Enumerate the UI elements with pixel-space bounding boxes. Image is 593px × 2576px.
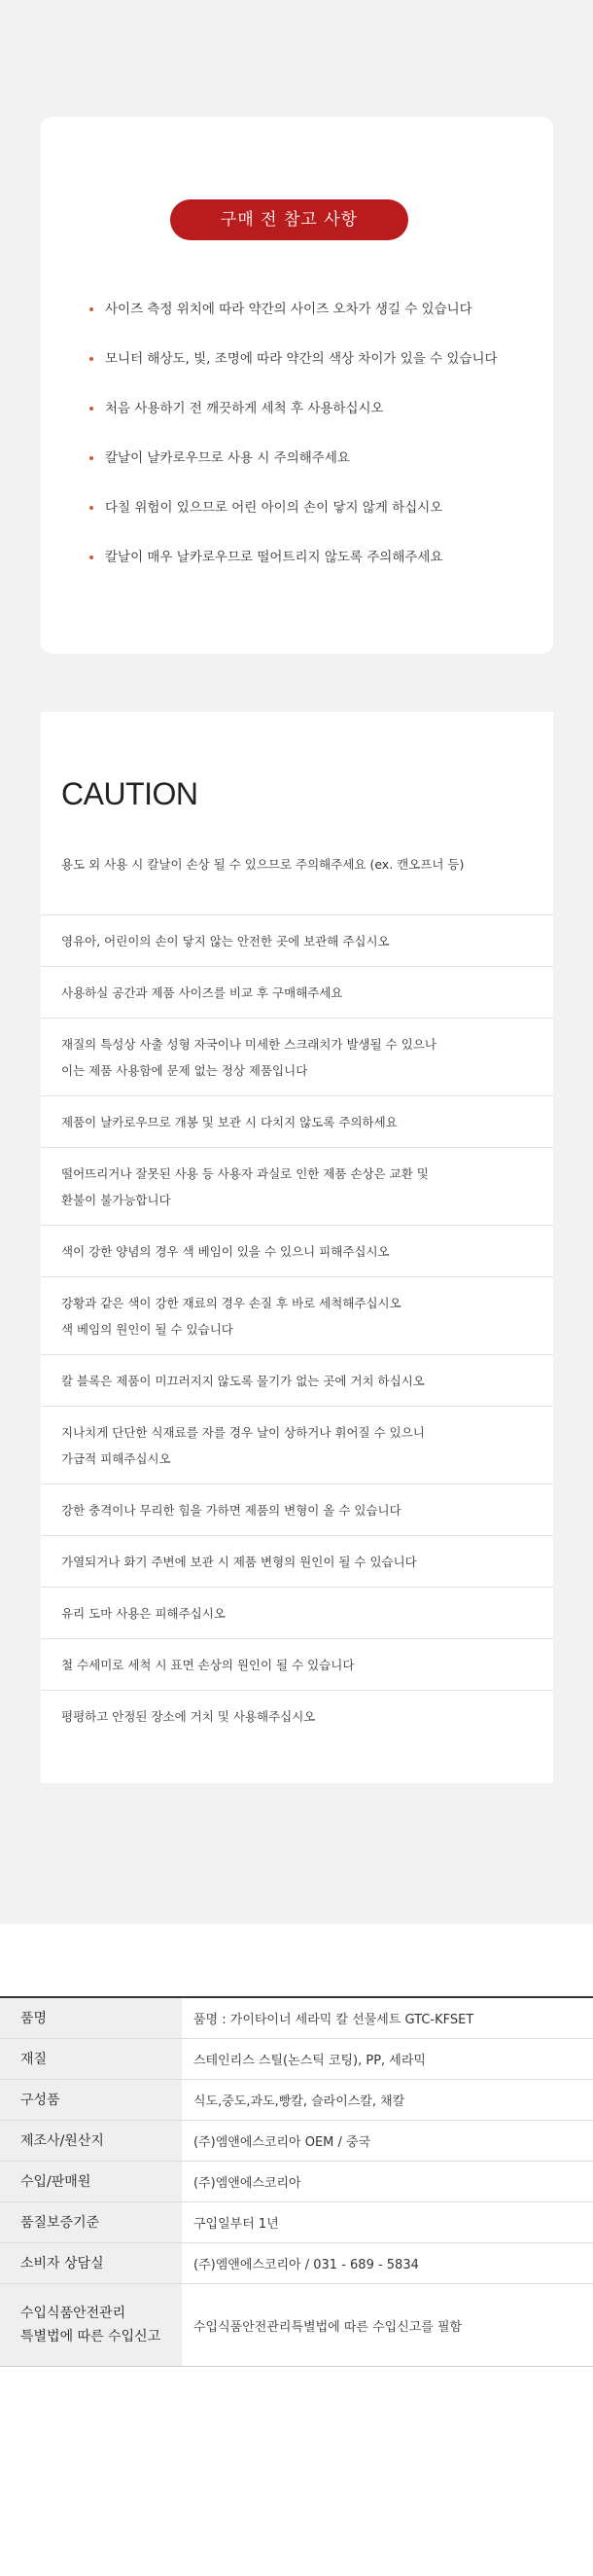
- caution-item-line: 가열되거나 화기 주변에 보관 시 제품 변형의 원인이 될 수 있습니다: [61, 1555, 417, 1569]
- spec-label: [0, 2243, 182, 2283]
- caution-card: [41, 712, 553, 1783]
- caution-list: [41, 914, 553, 1741]
- spec-row: [0, 2039, 593, 2080]
- caution-item: [41, 1226, 553, 1277]
- notice-item: 칼날이 날카로우므로 사용 시 주의해주세요: [41, 448, 553, 498]
- spec-label-line: 구성품: [20, 2092, 60, 2108]
- spec-label: [0, 2121, 182, 2161]
- spec-row: [0, 2080, 593, 2121]
- bullet-icon: [89, 456, 93, 460]
- spec-row: [0, 1998, 593, 2039]
- bullet-icon: [89, 506, 93, 510]
- caution-title: CAUTION: [61, 776, 198, 811]
- notice-item: 처음 사용하기 전 깨끗하게 세척 후 사용하십시오: [41, 399, 553, 448]
- caution-item-line: 철 수세미로 세척 시 표면 손상의 원인이 될 수 있습니다: [61, 1658, 355, 1672]
- caution-item: [41, 1019, 553, 1096]
- caution-item: [41, 1485, 553, 1536]
- spec-label: [0, 2080, 182, 2120]
- caution-item-line: 평평하고 안정된 장소에 거치 및 사용해주십시오: [61, 1709, 316, 1724]
- caution-item: [41, 1588, 553, 1639]
- spec-label-line: 품질보증기준: [20, 2214, 100, 2231]
- notice-title-badge: 구매 전 참고 사항: [170, 199, 408, 240]
- spec-label-line: 수입/판매원: [20, 2173, 91, 2190]
- product-spec-table: [0, 1996, 593, 2367]
- notice-item: 사이즈 측정 위치에 따라 약간의 사이즈 오차가 생길 수 있습니다: [41, 300, 553, 349]
- caution-item-line: 영유아, 어린이의 손이 닿지 않는 안전한 곳에 보관해 주십시오: [61, 934, 390, 948]
- caution-item: [41, 1407, 553, 1485]
- purchase-notice-card: [41, 117, 553, 654]
- caution-item-line: 떨어뜨리거나 잘못된 사용 등 사용자 과실로 인한 제품 손상은 교환 및: [61, 1166, 429, 1181]
- caution-item: [41, 1691, 553, 1741]
- caution-item: [41, 1639, 553, 1691]
- notice-item: 다칠 위험이 있으므로 어린 아이의 손이 닿지 않게 하십시오: [41, 498, 553, 548]
- spec-value: (주)엠앤에스코리아 / 031 - 689 - 5834: [193, 2258, 419, 2272]
- spec-row: [0, 2284, 593, 2366]
- spec-label: [0, 2284, 182, 2366]
- spec-value: 품명 : 가이타이너 세라믹 칼 선물세트 GTC-KFSET: [193, 2013, 474, 2027]
- spec-value: 구입일부터 1년: [193, 2217, 279, 2232]
- caution-item-line: 이는 제품 사용함에 문제 없는 정상 제품입니다: [61, 1063, 308, 1078]
- caution-item: [41, 1096, 553, 1148]
- caution-item-line: 강황과 같은 색이 강한 재료의 경우 손질 후 바로 세척해주십시오: [61, 1296, 401, 1310]
- caution-item: [41, 915, 553, 967]
- caution-lead: 용도 외 사용 시 칼날이 손상 될 수 있으므로 주의해주세요 (ex. 캔오프너 등): [61, 857, 465, 872]
- bullet-icon: [89, 357, 93, 361]
- spec-row: [0, 2121, 593, 2162]
- notice-item: 칼날이 매우 날카로우므로 떨어트리지 않도록 주의해주세요: [41, 548, 553, 597]
- caution-item-line: 칼 블록은 제품이 미끄러지지 않도록 물기가 없는 곳에 거치 하십시오: [61, 1374, 425, 1388]
- spec-label-line: 품명: [20, 2010, 48, 2026]
- caution-item-line: 강한 충격이나 무리한 힘을 가하면 제품의 변형이 올 수 있습니다: [61, 1503, 401, 1518]
- spec-label-line: 특별법에 따른 수입신고: [20, 2329, 161, 2344]
- caution-item-line: 재질의 특성상 사출 성형 자국이나 미세한 스크래치가 발생될 수 있으나: [61, 1037, 436, 1052]
- caution-item-line: 색 베임의 원인이 될 수 있습니다: [61, 1322, 233, 1337]
- notice-item: 모니터 해상도, 빛, 조명에 따라 약간의 색상 차이가 있을 수 있습니다: [41, 349, 553, 399]
- spec-label-line: 재질: [20, 2051, 48, 2067]
- caution-item-line: 제품이 날카로우므로 개봉 및 보관 시 다치지 않도록 주의하세요: [61, 1115, 398, 1129]
- bullet-icon: [89, 407, 93, 411]
- spec-value: (주)엠앤에스코리아 OEM / 중국: [193, 2135, 371, 2150]
- caution-item: [41, 1536, 553, 1588]
- bullet-icon: [89, 307, 93, 311]
- bullet-icon: [89, 555, 93, 559]
- caution-item-line: 유리 도마 사용은 피해주십시오: [61, 1606, 226, 1621]
- spec-row: [0, 2202, 593, 2243]
- spec-label-line: 소비자 상담실: [20, 2255, 104, 2272]
- spec-value: 식도,중도,과도,빵칼, 슬라이스칼, 채칼: [193, 2094, 405, 2109]
- spec-label: [0, 2202, 182, 2242]
- caution-item: [41, 1277, 553, 1355]
- spec-value: (주)엠앤에스코리아: [193, 2176, 301, 2191]
- spec-label-line: 제조사/원산지: [20, 2132, 104, 2149]
- spec-label: [0, 2039, 182, 2079]
- spec-value: 수입식품안전관리특별법에 따른 수입신고를 필함: [193, 2319, 463, 2335]
- spec-label-line: 수입식품안전관리: [20, 2306, 126, 2321]
- caution-item-line: 사용하실 공간과 제품 사이즈를 비교 후 구매해주세요: [61, 985, 343, 1000]
- spec-row: [0, 2162, 593, 2202]
- spec-label: [0, 2162, 182, 2201]
- spec-row: [0, 2243, 593, 2284]
- spec-value: 스테인리스 스틸(논스틱 코팅), PP, 세라믹: [193, 2054, 426, 2068]
- spec-label: [0, 1998, 182, 2038]
- notice-list: [41, 300, 553, 597]
- caution-item: [41, 1355, 553, 1407]
- caution-item-line: 색이 강한 양념의 경우 색 베임이 있을 수 있으니 피해주십시오: [61, 1244, 390, 1259]
- caution-item-line: 환불이 불가능합니다: [61, 1193, 171, 1207]
- caution-item: [41, 967, 553, 1019]
- caution-item-line: 지나치게 단단한 식재료를 자를 경우 날이 상하거나 휘어질 수 있으니: [61, 1425, 425, 1440]
- caution-item-line: 가급적 피해주십시오: [61, 1451, 171, 1466]
- caution-item: [41, 1148, 553, 1226]
